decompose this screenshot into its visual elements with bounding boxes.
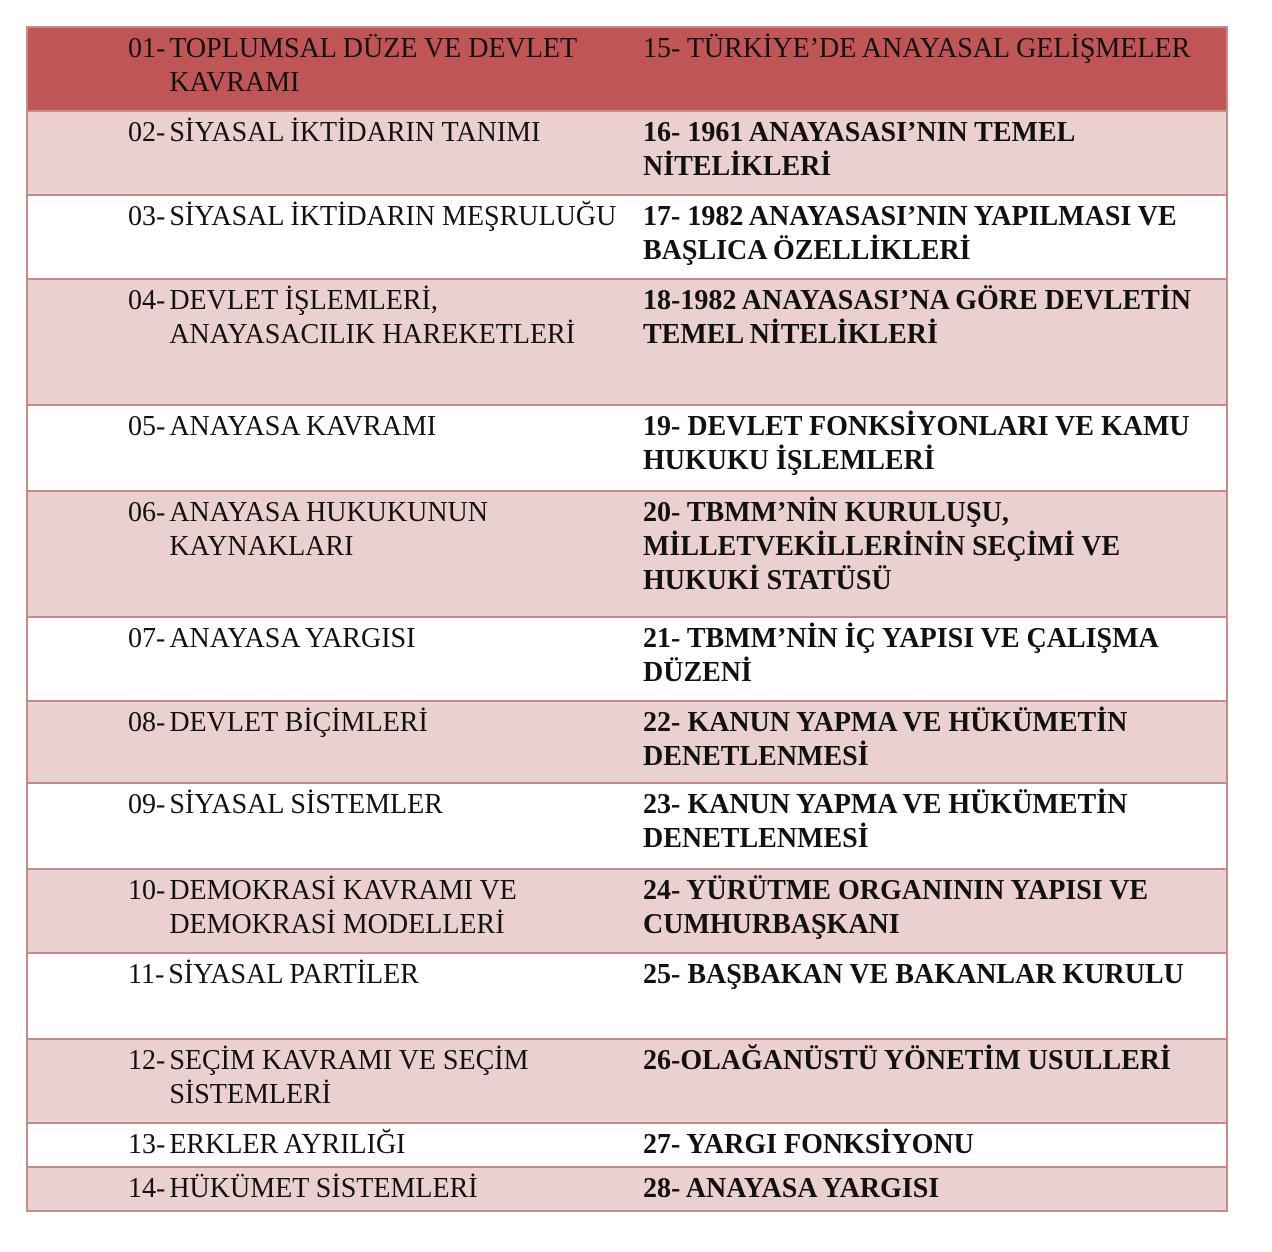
topic-number: 11- — [128, 959, 165, 990]
topic-title-right: 22- KANUN YAPMA VE HÜKÜMETİN DENETLENMESİ — [643, 707, 1128, 772]
table-row — [27, 195, 1227, 279]
table-row — [27, 405, 1227, 491]
left-cell — [27, 783, 643, 869]
right-cell — [643, 27, 1227, 111]
right-cell — [643, 1167, 1227, 1211]
left-cell — [27, 617, 643, 701]
topic-number: 04- — [128, 285, 166, 316]
topic-number: 03- — [128, 201, 166, 232]
right-cell — [643, 405, 1227, 491]
topic-title-right: 16- 1961 ANAYASASI’NIN TEMEL NİTELİKLERİ — [643, 117, 1074, 182]
topic-number: 12- — [128, 1045, 166, 1076]
topic-number: 05- — [128, 411, 166, 442]
table-row — [27, 27, 1227, 111]
topic-title: ANAYASA KAVRAMI — [169, 411, 437, 442]
left-cell — [27, 1039, 643, 1123]
topics-table-body — [27, 27, 1227, 1211]
table-row — [27, 617, 1227, 701]
topic-number: 14- — [128, 1173, 166, 1204]
topic-title-right: 19- DEVLET FONKSİYONLARI VE KAMU HUKUKU İŞLEMLERİ — [643, 411, 1190, 476]
table-row — [27, 1123, 1227, 1167]
topic-title: HÜKÜMET SİSTEMLERİ — [169, 1173, 478, 1204]
topic-title-right: 26-OLAĞANÜSTÜ YÖNETİM USULLERİ — [643, 1045, 1171, 1076]
topic-number: 01- — [128, 33, 166, 64]
topic-number: 07- — [128, 623, 166, 654]
topic-title: DEMOKRASİ KAVRAMI VE DEMOKRASİ MODELLERİ — [169, 875, 517, 940]
right-cell — [643, 783, 1227, 869]
topic-title-right: 27- YARGI FONKSİYONU — [643, 1129, 974, 1160]
topic-title: ERKLER AYRILIĞI — [169, 1129, 406, 1160]
topic-number: 10- — [128, 875, 166, 906]
left-cell — [27, 953, 643, 1039]
table-row — [27, 491, 1227, 617]
right-cell — [643, 279, 1227, 405]
left-cell — [27, 701, 643, 783]
right-cell — [643, 953, 1227, 1039]
table-row — [27, 953, 1227, 1039]
table-row — [27, 1039, 1227, 1123]
table-row — [27, 783, 1227, 869]
table-row — [27, 279, 1227, 405]
table-row — [27, 111, 1227, 195]
topic-title-right: 21- TBMM’NİN İÇ YAPISI VE ÇALIŞMA DÜZENİ — [643, 623, 1158, 688]
left-cell — [27, 1167, 643, 1211]
table-row — [27, 1167, 1227, 1211]
table-row — [27, 869, 1227, 953]
topic-title-right: 15- TÜRKİYE’DE ANAYASAL GELİŞMELER — [643, 33, 1191, 64]
topic-title: SİYASAL PARTİLER — [168, 959, 419, 990]
right-cell — [643, 617, 1227, 701]
topic-title-right: 25- BAŞBAKAN VE BAKANLAR KURULU — [643, 959, 1184, 990]
topic-title: ANAYASA YARGISI — [169, 623, 416, 654]
topic-title-right: 18-1982 ANAYASASI’NA GÖRE DEVLETİN TEMEL NİTELİKLERİ — [643, 285, 1191, 350]
right-cell — [643, 195, 1227, 279]
left-cell — [27, 869, 643, 953]
right-cell — [643, 111, 1227, 195]
topic-title: SİYASAL İKTİDARIN TANIMI — [169, 117, 541, 148]
topic-title: TOPLUMSAL DÜZE VE DEVLET KAVRAMI — [169, 33, 577, 98]
left-cell — [27, 111, 643, 195]
topic-title-right: 28- ANAYASA YARGISI — [643, 1173, 940, 1204]
topic-number: 06- — [128, 497, 166, 528]
left-cell — [27, 279, 643, 405]
left-cell — [27, 27, 643, 111]
topic-title: DEVLET İŞLEMLERİ, ANAYASACILIK HAREKETLERİ — [169, 285, 576, 350]
topic-number: 13- — [128, 1129, 166, 1160]
left-cell — [27, 491, 643, 617]
topic-number: 02- — [128, 117, 166, 148]
left-cell — [27, 1123, 643, 1167]
topic-title: SİYASAL SİSTEMLER — [169, 789, 443, 820]
right-cell — [643, 701, 1227, 783]
topics-table — [26, 26, 1228, 1212]
topic-title: ANAYASA HUKUKUNUN KAYNAKLARI — [169, 497, 488, 562]
right-cell — [643, 1123, 1227, 1167]
topic-title-right: 17- 1982 ANAYASASI’NIN YAPILMASI VE BAŞLICA ÖZELLİKLERİ — [643, 201, 1177, 266]
topic-title-right: 20- TBMM’NİN KURULUŞU, MİLLETVEKİLLERİNİN SEÇİMİ VE HUKUKİ STATÜSÜ — [643, 497, 1121, 596]
right-cell — [643, 491, 1227, 617]
topic-number: 09- — [128, 789, 166, 820]
table-row — [27, 701, 1227, 783]
right-cell — [643, 869, 1227, 953]
topic-title: DEVLET BİÇİMLERİ — [169, 707, 428, 738]
left-cell — [27, 405, 643, 491]
topic-title: SİYASAL İKTİDARIN MEŞRULUĞU — [169, 201, 617, 232]
topic-title: SEÇİM KAVRAMI VE SEÇİM SİSTEMLERİ — [169, 1045, 529, 1110]
topic-number: 08- — [128, 707, 166, 738]
left-cell — [27, 195, 643, 279]
topic-title-right: 23- KANUN YAPMA VE HÜKÜMETİN DENETLENMESİ — [643, 789, 1128, 854]
topic-title-right: 24- YÜRÜTME ORGANININ YAPISI VE CUMHURBAŞKANI — [643, 875, 1149, 940]
right-cell — [643, 1039, 1227, 1123]
